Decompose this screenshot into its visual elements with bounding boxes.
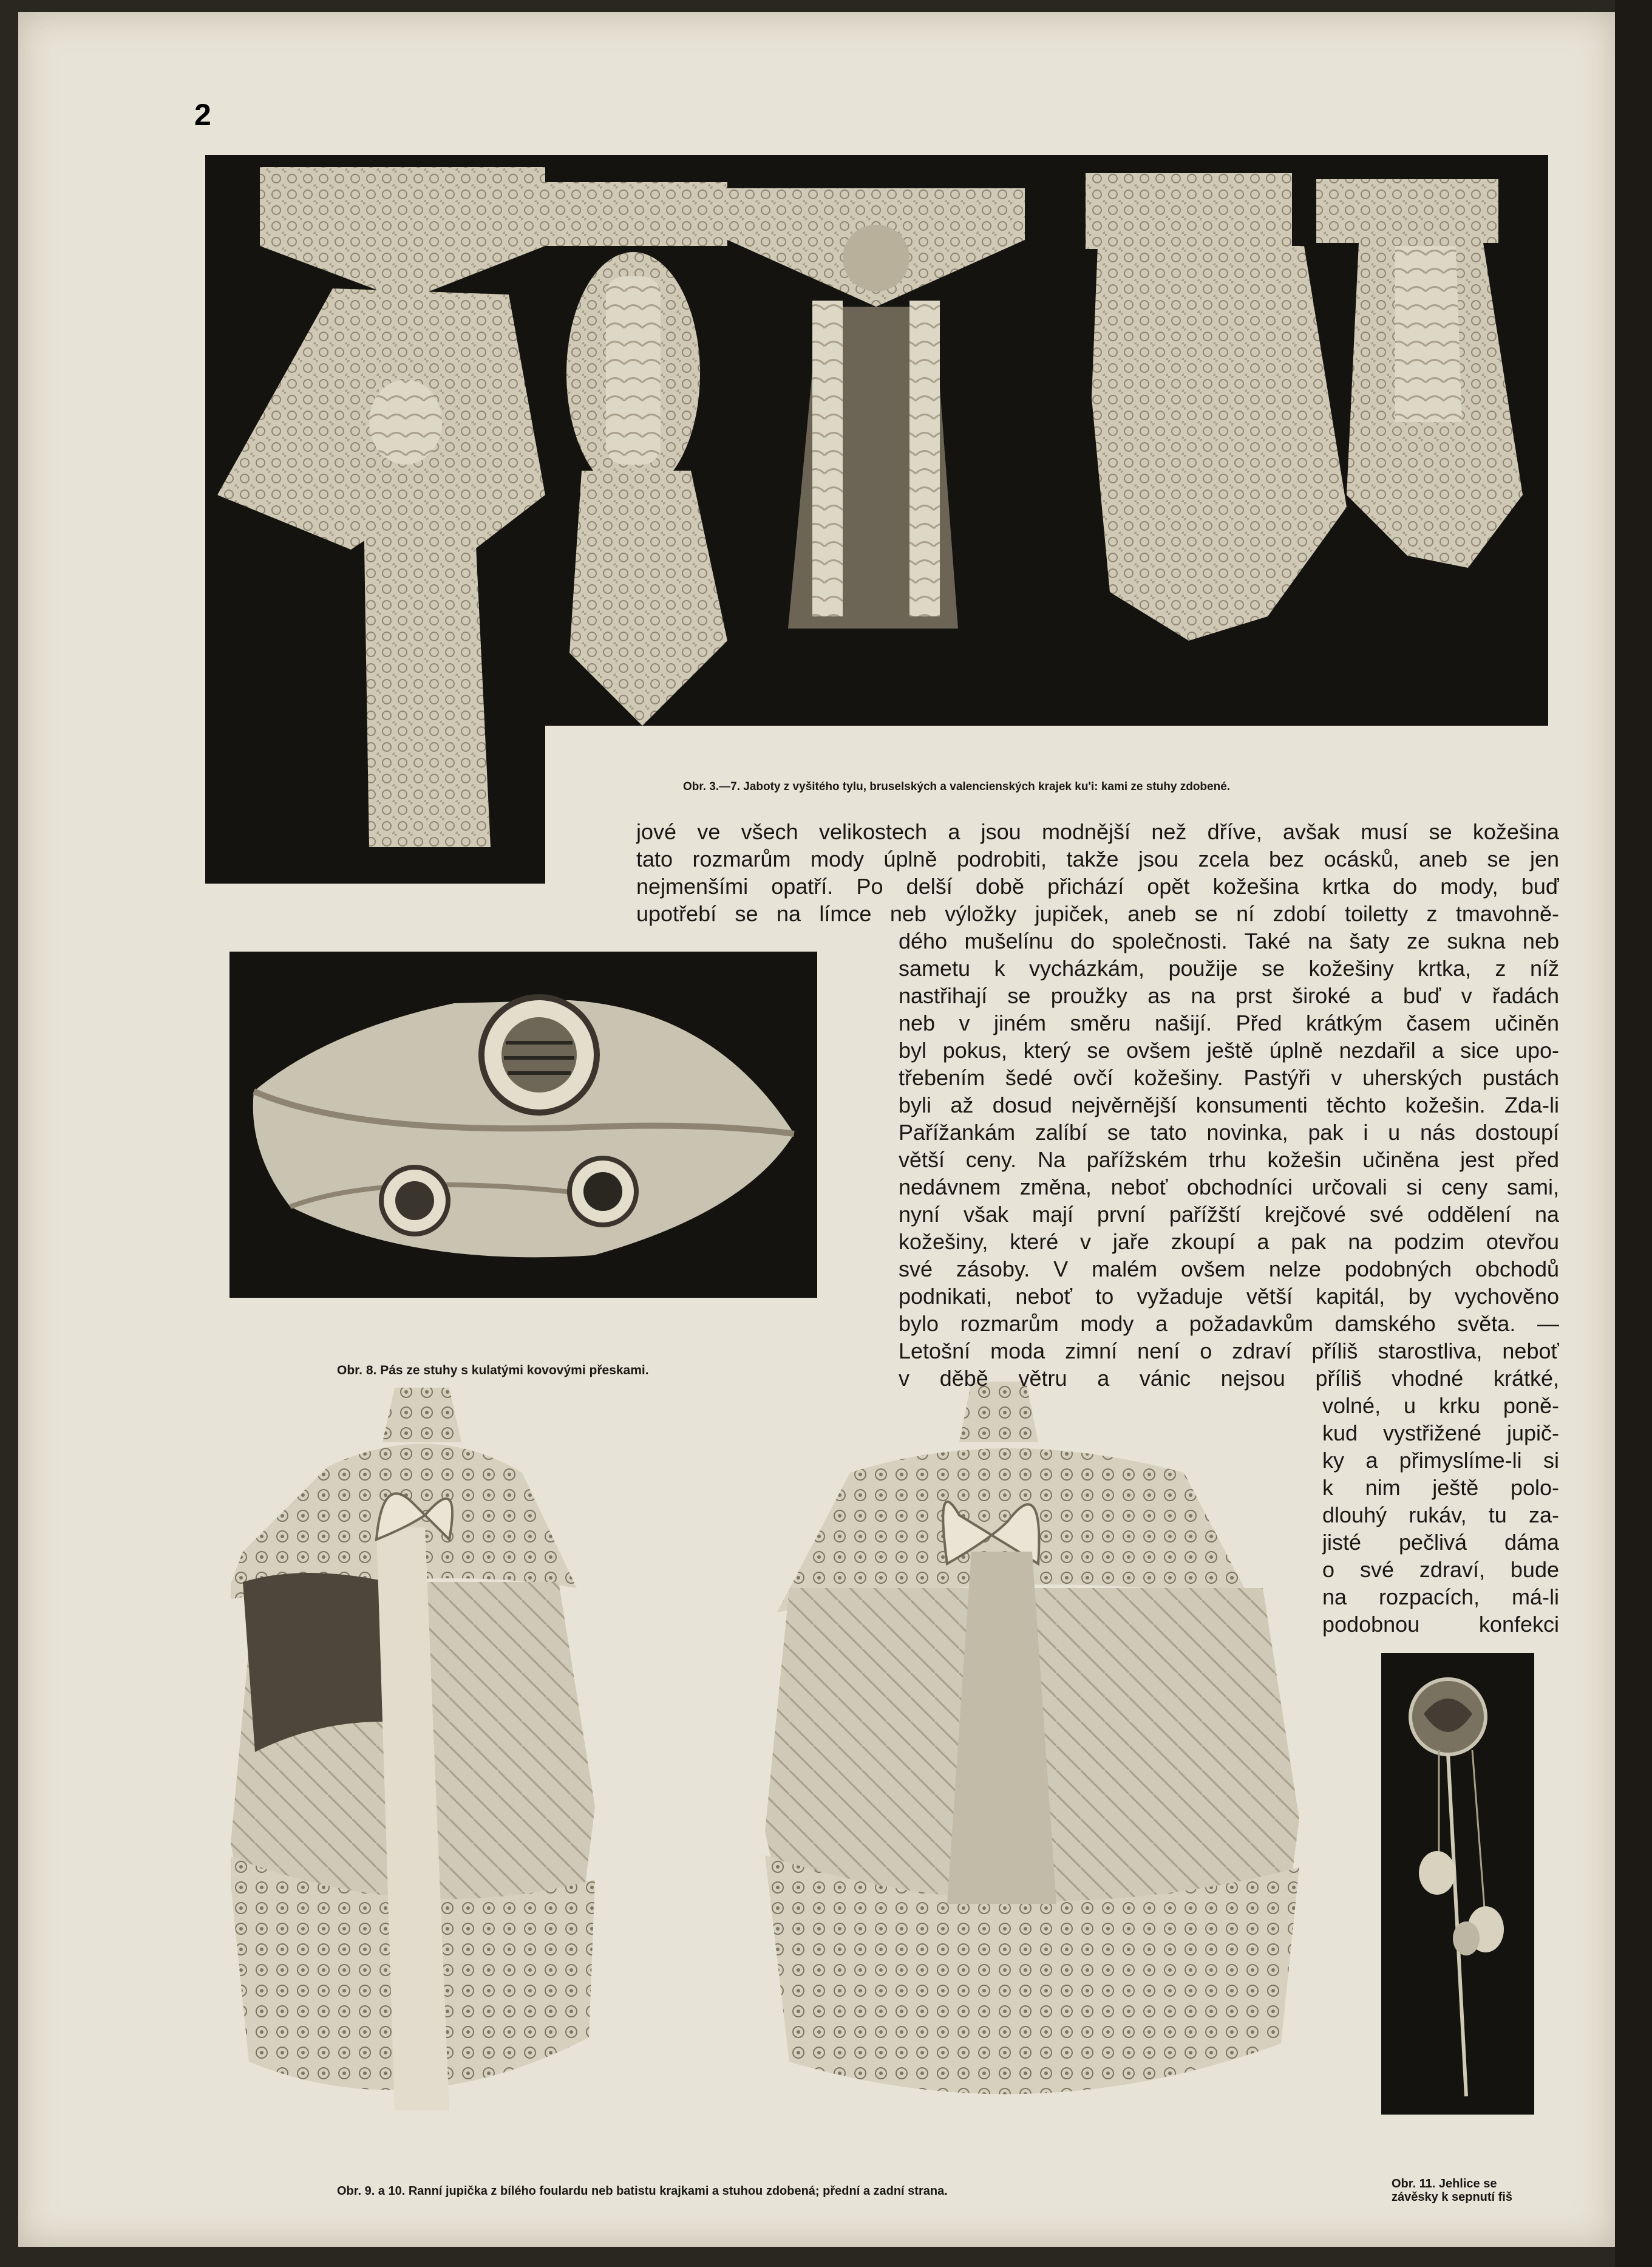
hatpin-caption-line2: závěsky k sepnutí fiš [1392, 2190, 1512, 2204]
article-line: nastřihají se proužky as na prst široké a buď v řadách [899, 983, 1559, 1008]
jabots-caption: Obr. 3.—7. Jaboty z vyšitého tylu, bruselských a valencienských krajek ku'i: kami ze stuhy zdobené. [683, 780, 1231, 793]
article-line: dého mušelínu do společnosti. Také na šaty ze sukna neb [899, 929, 1559, 953]
hatpin-photo [1381, 1653, 1534, 2115]
article-line: v děbě větru a vánic nejsou příliš vhodné krátké, [899, 1366, 1559, 1391]
article-line: k nim ještě polo- [1322, 1475, 1559, 1500]
article-line: byli až dosud nejvěrnější konsumenti těchto kožešin. Zda-li [899, 1093, 1559, 1117]
article-line: Pařížankám zalíbí se tato novinka, pak i u nás dostoupí [899, 1120, 1559, 1145]
article-line: bylo rozmarům mody a požadavkům damského světa. — [899, 1311, 1559, 1336]
article-line: na rozpacích, má-li [1322, 1584, 1559, 1609]
article-line: kud vystřižené jupič- [1322, 1420, 1559, 1445]
article-line: byl pokus, který se ovšem ještě úplně nezdařil a sice upo- [899, 1038, 1559, 1063]
article-line: jové ve všech velikostech a jsou modnější než dříve, avšak musí se kožešina [636, 819, 1559, 844]
article-line: své zásoby. V malém ovšem nelze podobných obchodů [899, 1256, 1559, 1281]
article-line: větší ceny. Na pařížském trhu kožešin učiněna jest před [899, 1147, 1559, 1172]
jabots-photo [205, 155, 1548, 884]
article-line: jisté pečlivá dáma [1322, 1530, 1559, 1555]
hatpin-caption-line1: Obr. 11. Jehlice se [1392, 2177, 1497, 2190]
article-line: neb v jiném směru našijí. Před krátkým časem učiněn [899, 1011, 1559, 1035]
article-line: sametu k vycházkám, použije se kožešiny krtka, z níž [899, 956, 1559, 981]
article-line: Letošní moda zimní není o zdraví příliš starostliva, neboť [899, 1338, 1559, 1363]
article-line: dlouhý rukáv, tu za- [1322, 1502, 1559, 1527]
jackets-illustration [231, 1382, 1317, 2168]
article-line: podnikati, neboť to vyžaduje větší kapitál, by vychověno [899, 1284, 1559, 1309]
article-line: nyní však mají první pařížští krejčové své oddělení na [899, 1202, 1559, 1227]
article-line: ky a přimyslíme-li si [1322, 1448, 1559, 1473]
belt-caption: Obr. 8. Pás ze stuhy s kulatými kovovými přeskami. [337, 1363, 649, 1377]
page-number: 2 [194, 98, 211, 132]
article-line: volné, u krku poně- [1322, 1393, 1559, 1418]
article-narrow-block [1322, 1392, 1559, 1638]
article-line: o své zdraví, bude [1322, 1557, 1559, 1582]
article-line: kožešiny, které v jaře zkoupí a pak na podzim otevřou [899, 1229, 1559, 1254]
article-line: nedávnem změna, neboť obchodníci určovali si ceny sami, [899, 1174, 1559, 1199]
belt-photo [229, 952, 817, 1298]
article-line: tato rozmarům mody úplně podrobiti, takže jsou zcela bez ocásků, aneb se jen [636, 847, 1559, 871]
article-middle-block [899, 927, 1559, 1392]
article-line: podobnou konfekci [1322, 1612, 1559, 1637]
article-line: třebením šedé ovčí kožešiny. Pastýři v uherských pustách [899, 1065, 1559, 1090]
article-line: upotřebí se na límce neb výložky jupiček, aneb se ní zdobí toiletty z tmavohně- [636, 901, 1559, 926]
page-edge-shadow [1615, 0, 1652, 2267]
article-line: nejmenšími opatří. Po delší době přichází opět kožešina krtka do mody, buď [636, 874, 1559, 899]
jackets-caption: Obr. 9. a 10. Ranní jupička z bílého foulardu neb batistu krajkami a stuhou zdobená; přední a zadní strana. [337, 2184, 948, 2198]
article-top-block [636, 818, 1559, 927]
